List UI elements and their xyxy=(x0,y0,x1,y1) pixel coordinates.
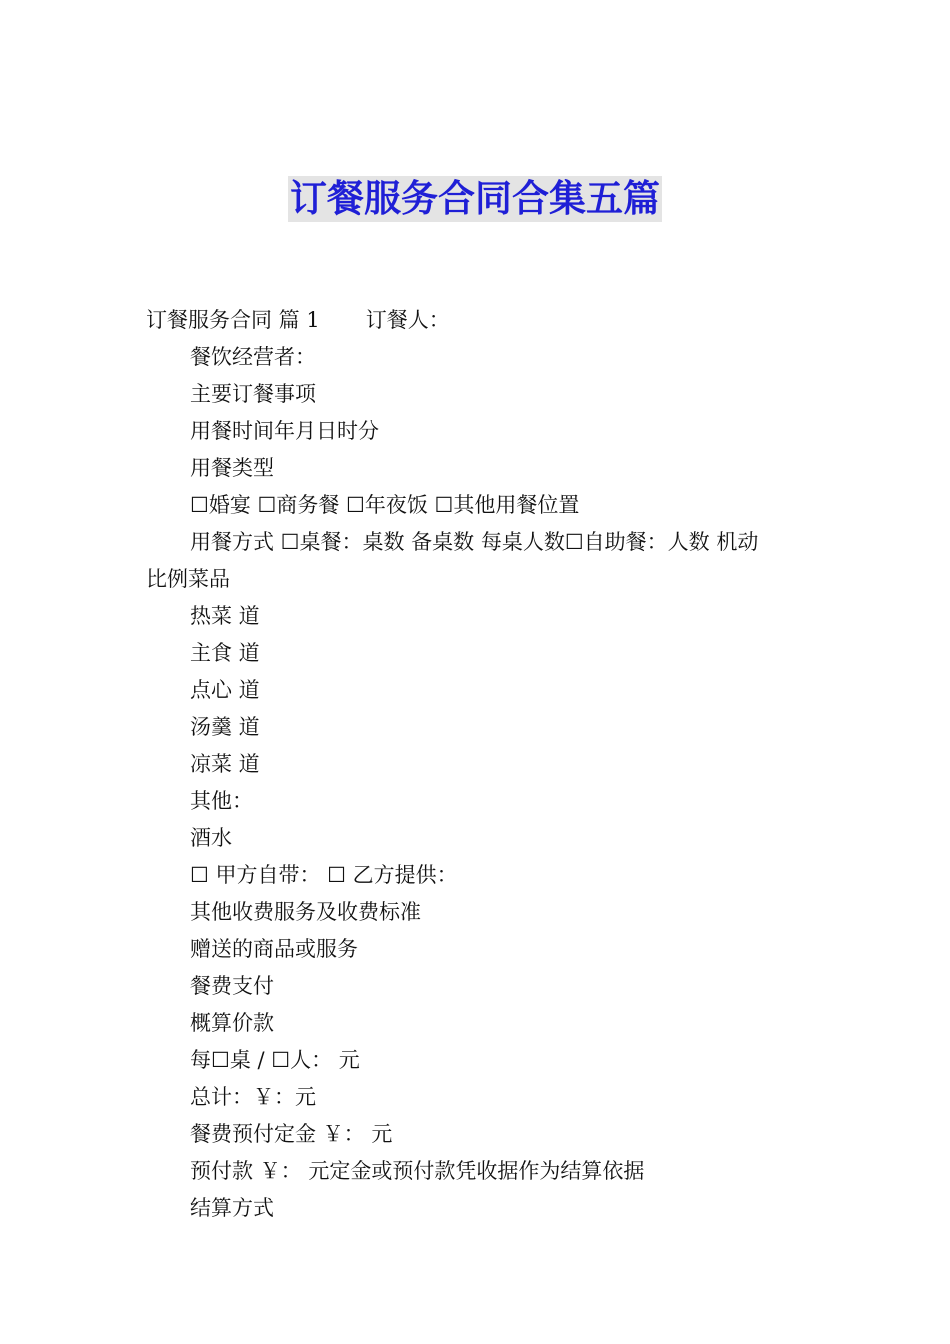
paragraph-line: 凉菜 道 xyxy=(190,752,260,776)
paragraph-line: 其他收费服务及收费标准 xyxy=(190,900,421,924)
dining-method-text: 用餐方式 ☐桌餐：桌数 备桌数 每桌人数☐自助餐：人数 机动 xyxy=(190,530,759,554)
paragraph-line: 其他： xyxy=(190,789,253,813)
paragraph-line: 汤羹 道 xyxy=(190,715,260,739)
paragraph-line: 主要订餐事项 xyxy=(190,382,316,406)
first-line xyxy=(146,302,826,339)
paragraph-line: 预付款 ￥： 元定金或预付款凭收据作为结算依据 xyxy=(190,1159,645,1183)
document-body xyxy=(146,302,826,1227)
title-block xyxy=(0,176,950,222)
paragraph-line: 每☐桌 / ☐人： 元 xyxy=(190,1048,360,1072)
dining-method-paragraph xyxy=(146,524,826,598)
paragraph-line: 点心 道 xyxy=(190,678,260,702)
orderer-label: 订餐人： xyxy=(365,308,450,332)
document-title: 订餐服务合同合集五篇 xyxy=(290,177,660,220)
paragraph-line: ☐ 甲方自带： ☐ 乙方提供： xyxy=(190,863,458,887)
contract-heading: 订餐服务合同 篇 1 xyxy=(146,308,320,332)
paragraph-line: 餐饮经营者： xyxy=(190,345,316,369)
paragraph-line: 结算方式 xyxy=(190,1196,274,1220)
paragraph-line: 总计：￥：元 xyxy=(190,1085,316,1109)
dining-method-continuation: 比例菜品 xyxy=(146,567,230,591)
paragraph-line: 酒水 xyxy=(190,826,232,850)
paragraph-line: 概算价款 xyxy=(190,1011,274,1035)
paragraph-line: ☐婚宴 ☐商务餐 ☐年夜饭 ☐其他用餐位置 xyxy=(190,493,580,517)
paragraph-line: 餐费预付定金 ￥： 元 xyxy=(190,1122,393,1146)
paragraph-line: 餐费支付 xyxy=(190,974,274,998)
paragraph-line: 用餐类型 xyxy=(190,456,274,480)
paragraph-line: 赠送的商品或服务 xyxy=(190,937,358,961)
paragraph-line: 用餐时间年月日时分 xyxy=(190,419,379,443)
paragraph-line: 主食 道 xyxy=(190,641,260,665)
paragraph-line: 热菜 道 xyxy=(190,604,260,628)
